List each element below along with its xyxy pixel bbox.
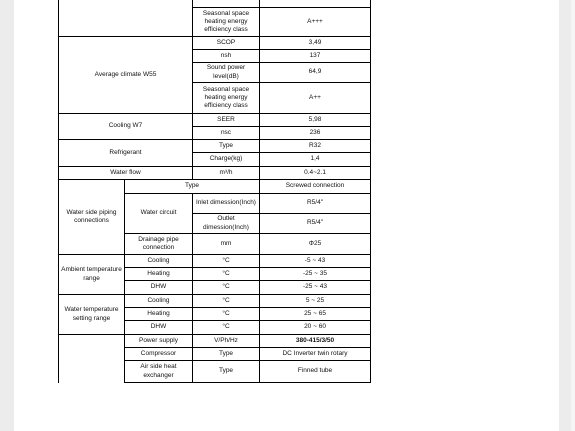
table-cell: -5 ~ 43	[259, 254, 371, 268]
table-cell: 5 ~ 25	[259, 294, 371, 308]
table-cell: 3,49	[259, 36, 371, 50]
table-cell: Compressor	[124, 347, 193, 361]
table-cell: Type	[192, 360, 260, 383]
table-cell: Cooling W7	[58, 113, 193, 140]
table-cell: 236	[259, 126, 371, 140]
table-cell: Inlet dimession(Inch)	[192, 193, 260, 214]
table-cell: mm	[192, 233, 260, 255]
table-cell: Finned tube	[259, 360, 371, 383]
table-cell: 1,4	[259, 152, 371, 167]
table-cell: Average climate W55	[58, 36, 193, 114]
table-cell	[58, 0, 193, 37]
table-cell: 137	[259, 49, 371, 63]
table-cell: nsh	[192, 49, 260, 63]
table-cell: m³/h	[192, 166, 260, 180]
table-cell: Ambient temperature range	[58, 254, 125, 295]
table-cell: °C	[192, 294, 260, 308]
table-cell: °C	[192, 267, 260, 281]
table-cell: Type	[124, 179, 260, 194]
table-cell: A+++	[259, 7, 371, 37]
table-cell: Water side piping connections	[58, 179, 125, 255]
table-cell: Seasonal space heating energy efficiency class	[192, 7, 260, 37]
table-cell: Power supply	[124, 334, 193, 348]
table-cell: R32	[259, 139, 371, 153]
table-cell: Screwed connection	[259, 179, 371, 194]
table-cell: Heating	[124, 267, 193, 281]
table-cell: Water temperature setting range	[58, 294, 125, 335]
table-cell: Seasonal space heating energy efficiency class	[192, 82, 260, 114]
table-cell: Heating	[124, 307, 193, 321]
table-cell: nsc	[192, 126, 260, 140]
table-cell: 20 ~ 60	[259, 320, 371, 335]
table-cell: DC Inverter twin rotary	[259, 347, 371, 361]
table-cell: Cooling	[124, 254, 193, 268]
table-cell: Water circuit	[124, 193, 193, 234]
table-cell: A++	[259, 82, 371, 114]
table-cell: Φ25	[259, 233, 371, 255]
table-cell: 380-415/3/50	[259, 334, 371, 348]
table-cell: Sound power level(dB)	[192, 62, 260, 83]
scrollbar[interactable]	[571, 0, 575, 431]
table-cell: Cooling	[124, 294, 193, 308]
table-cell: Refrigerant	[58, 139, 193, 167]
table-cell: R5/4"	[259, 213, 371, 234]
document-page	[14, 0, 559, 431]
table-cell: R5/4"	[259, 193, 371, 214]
table-cell: Charge(kg)	[192, 152, 260, 167]
table-cell: Drainage pipe connection	[124, 233, 193, 255]
table-cell: °C	[192, 280, 260, 295]
table-cell: Air side heat exchanger	[124, 360, 193, 383]
table-cell: 64,9	[259, 62, 371, 83]
table-cell: Type	[192, 139, 260, 153]
table-cell	[58, 334, 125, 383]
spec-table	[59, 0, 371, 383]
table-cell: 0.4~2.1	[259, 166, 371, 180]
table-cell: -25 ~ 43	[259, 280, 371, 295]
table-cell: DHW	[124, 280, 193, 295]
table-cell: 5,98	[259, 113, 371, 127]
table-cell: SCOP	[192, 36, 260, 50]
table-cell: °C	[192, 307, 260, 321]
table-cell: Type	[192, 347, 260, 361]
table-cell: -25 ~ 35	[259, 267, 371, 281]
table-cell: Water flow	[58, 166, 193, 180]
table-cell: Outlet dimession(Inch)	[192, 213, 260, 234]
table-cell: DHW	[124, 320, 193, 335]
table-cell: 25 ~ 65	[259, 307, 371, 321]
table-cell: °C	[192, 254, 260, 268]
table-cell: SEER	[192, 113, 260, 127]
table-cell: V/Ph/Hz	[192, 334, 260, 348]
table-cell: °C	[192, 320, 260, 335]
